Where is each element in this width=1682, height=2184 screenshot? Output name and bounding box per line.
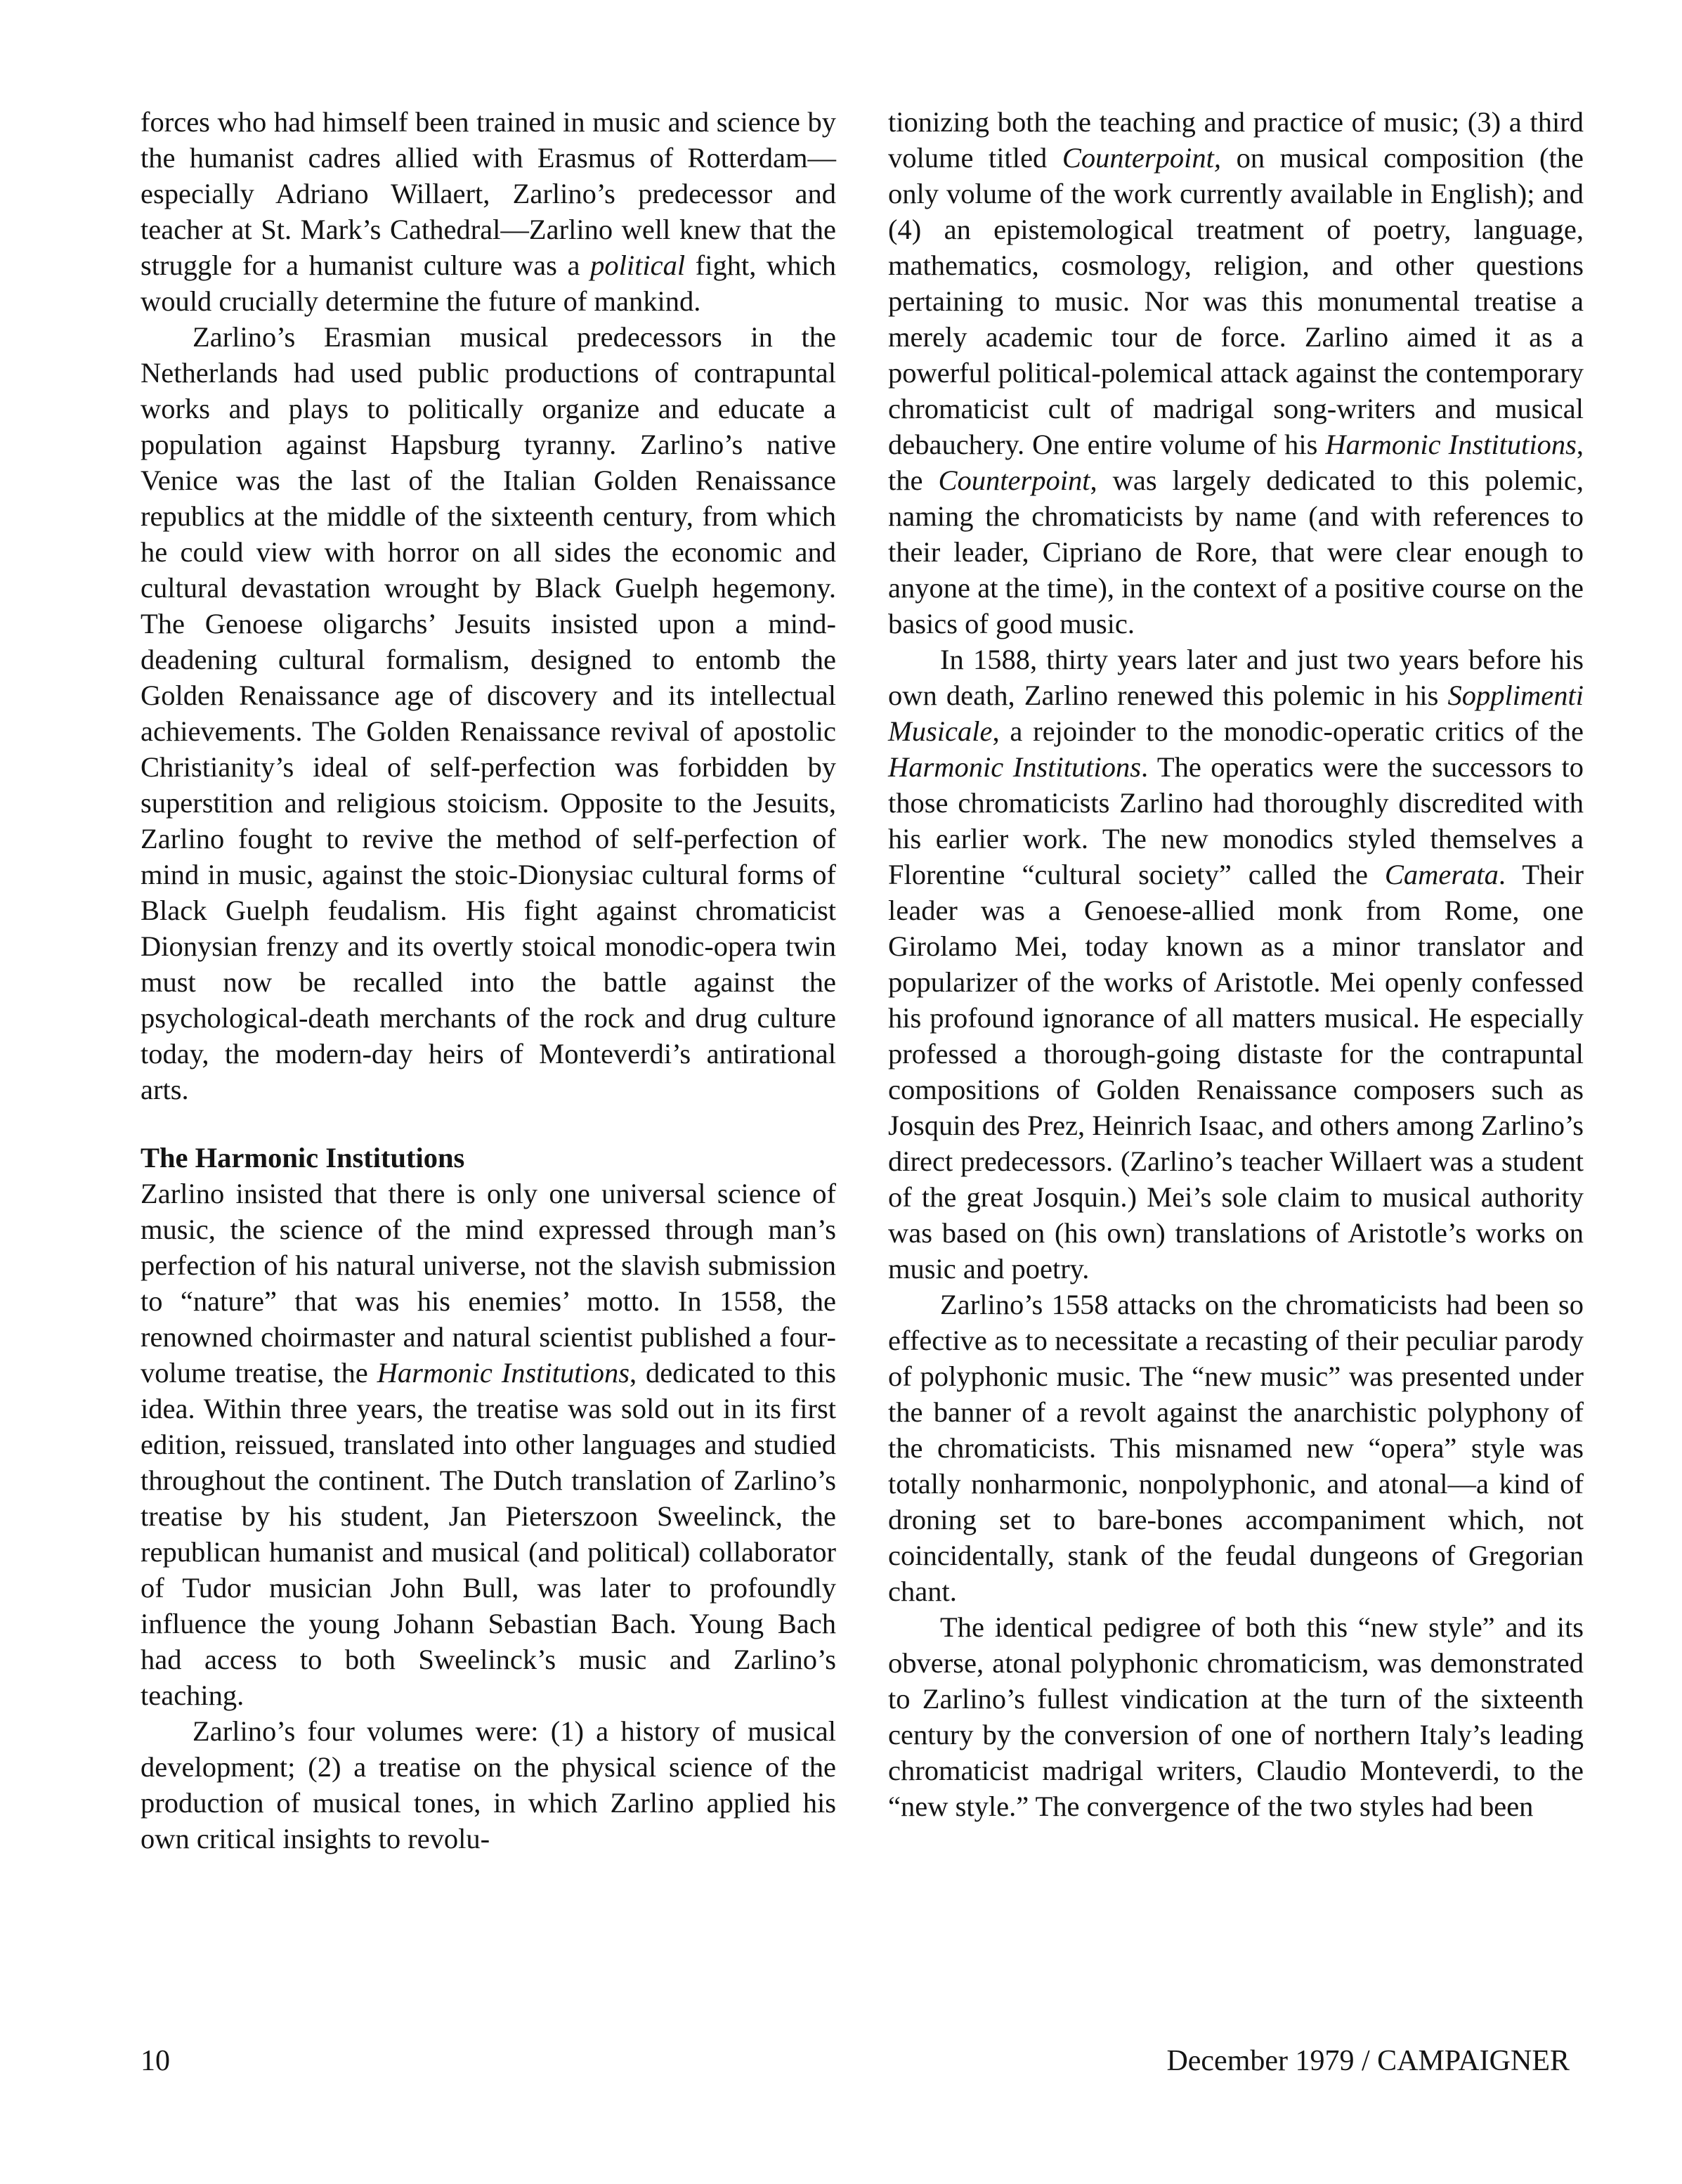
italic-text: Harmonic Institutions [888,751,1141,783]
text-run: tionizing both the teaching and practice of music; (3) a third volume titled [888,106,1584,174]
italic-text: Sopplimenti Musicale [888,680,1584,747]
text-run: , was largely dedicated to this polemic, naming the chromaticists by name (and with references to their leader, Cipriano de Rore, that were clear enough to anyone at the time), in the context of a positive course on the basics of good music. [888,464,1584,639]
text-run: . The operatics were the successors to those chromaticists Zarlino had thoroughly discredited with his earlier work. The new monodics styled themselves a Florentine “cultural society” called the [888,751,1584,890]
italic-text: Counterpoint, [1062,142,1222,174]
right-column [888,104,1584,1824]
paragraph [888,1609,1584,1824]
paragraph [141,319,836,1107]
text-run: , the [888,429,1584,496]
italic-text: Harmonic Institutions [1325,429,1577,460]
text-run: on musical composition (the only volume of the work currently available in English); and (4) an epistemological treatment of poetry, language, mathematics, cosmology, religion, and other questions pertaining to music. Nor was this monumental treatise a merely academic tour de force. Zarlino aimed it as a powerful political-polemical attack against the contemporary chromaticist cult of madrigal song-writers and musical debauchery. One entire volume of his [888,142,1584,460]
paragraph [141,104,836,319]
italic-text: Camerata [1384,859,1499,890]
left-column [141,104,836,1857]
text-run: fight, which would crucially determine the future of mankind. [141,249,836,317]
italic-text: Harmonic Institutions [377,1357,630,1389]
text-run: The Harmonic Institutions [141,1142,465,1174]
section-heading [141,1140,836,1176]
italic-text: Counterpoint [938,464,1090,496]
text-run: , dedicated to this idea. Within three years, the treatise was sold out in its first edition, reissued, translated into other languages and studied throughout the continent. The Dutch translation of Zarlino’s treatise by his student, Jan Pieterszoon Sweelinck, the republican humanist and musical (and political) collaborator of Tudor musician John Bull, was later to profoundly influence the young Johann Sebastian Bach. Young Bach had access to both Sweelinck’s music and Zarlino’s teaching. [141,1357,836,1711]
text-run: , a rejoinder to the monodic-operatic critics of the [992,715,1584,747]
paragraph [888,1287,1584,1609]
text-run: . Their leader was a Genoese-allied monk from Rome, one Girolamo Mei, today known as a minor translator and popularizer of the works of Aristotle. Mei openly confessed his profound ignorance of all matters musical. He especially professed a thorough-going distaste for the contrapuntal compositions of Golden Renaissance composers such as Josquin des Prez, Heinrich Isaac, and others among Zarlino’s direct predecessors. (Zarlino’s teacher Willaert was a student of the great Josquin.) Mei’s sole claim to musical authority was based on (his own) translations of Aristotle’s works on music and poetry. [888,859,1584,1285]
text-run: forces who had himself been trained in music and science by the humanist cadres allied with Erasmus of Rotterdam—especially Adriano Willaert, Zarlino’s predecessor and teacher at St. Mark’s Cathedral—Zarlino well knew that the struggle for a humanist culture was a [141,106,836,281]
issue-line: December 1979 / CAMPAIGNER [1166,2045,1570,2077]
paragraph [141,1176,836,1713]
text-run: Zarlino’s Erasmian musical predecessors in the Netherlands had used public productions of contrapuntal works and plays to politically organize and educate a population against Hapsburg tyranny. Zarlino’s native Venice was the last of the Italian Golden Renaissance republics at the middle of the sixteenth century, from which he could view with horror on all sides the economic and cultural devastation wrought by Black Guelph hegemony. The Genoese oligarchs’ Jesuits insisted upon a mind-deadening cultural formalism, designed to entomb the Golden Renaissance age of discovery and its intellectual achievements. The Golden Renaissance revival of apostolic Christianity’s ideal of self-perfection was forbidden by superstition and religious stoicism. Opposite to the Jesuits, Zarlino fought to revive the method of self-perfection of mind in music, against the stoic-Dionysiac cultural forms of Black Guelph feudalism. His fight against chromaticist Dionysian frenzy and its overtly stoical monodic-opera twin must now be recalled into the battle against the psychological-death merchants of the rock and drug culture today, the modern-day heirs of Monteverdi’s antirational arts. [141,321,836,1105]
paragraph [888,104,1584,642]
paragraph [888,642,1584,1287]
text-run: Zarlino insisted that there is only one universal science of music, the science of the mind expressed through man’s perfection of his natural universe, not the slavish submission to “nature” that was his enemies’ motto. In 1558, the renowned choirmaster and natural scientist published a four-volume treatise, the [141,1178,836,1389]
text-run: In 1588, thirty years later and just two years before his own death, Zarlino renewed this polemic in his [888,644,1584,711]
italic-text: political [590,249,686,281]
text-run: Zarlino’s four volumes were: (1) a history of musical development; (2) a treatise on the physical science of the production of musical tones, in which Zarlino applied his own critical insights to revolu- [141,1715,836,1854]
page-number: 10 [141,2045,170,2077]
text-run: The identical pedigree of both this “new style” and its obverse, atonal polyphonic chromaticism, was demonstrated to Zarlino’s fullest vindication at the turn of the sixteenth century by the conversion of one of northern Italy’s leading chromaticist madrigal writers, Claudio Monteverdi, to the “new style.” The convergence of the two styles had been [888,1611,1584,1822]
paragraph [141,1713,836,1857]
text-run: Zarlino’s 1558 attacks on the chromaticists had been so effective as to necessitate a recasting of their peculiar parody of polyphonic music. The “new music” was presented under the banner of a revolt against the anarchistic polyphony of the chromaticists. This misnamed new “opera” style was totally nonharmonic, nonpolyphonic, and atonal—a kind of droning set to bare-bones accompaniment which, not coincidentally, stank of the feudal dungeons of Gregorian chant. [888,1289,1584,1607]
